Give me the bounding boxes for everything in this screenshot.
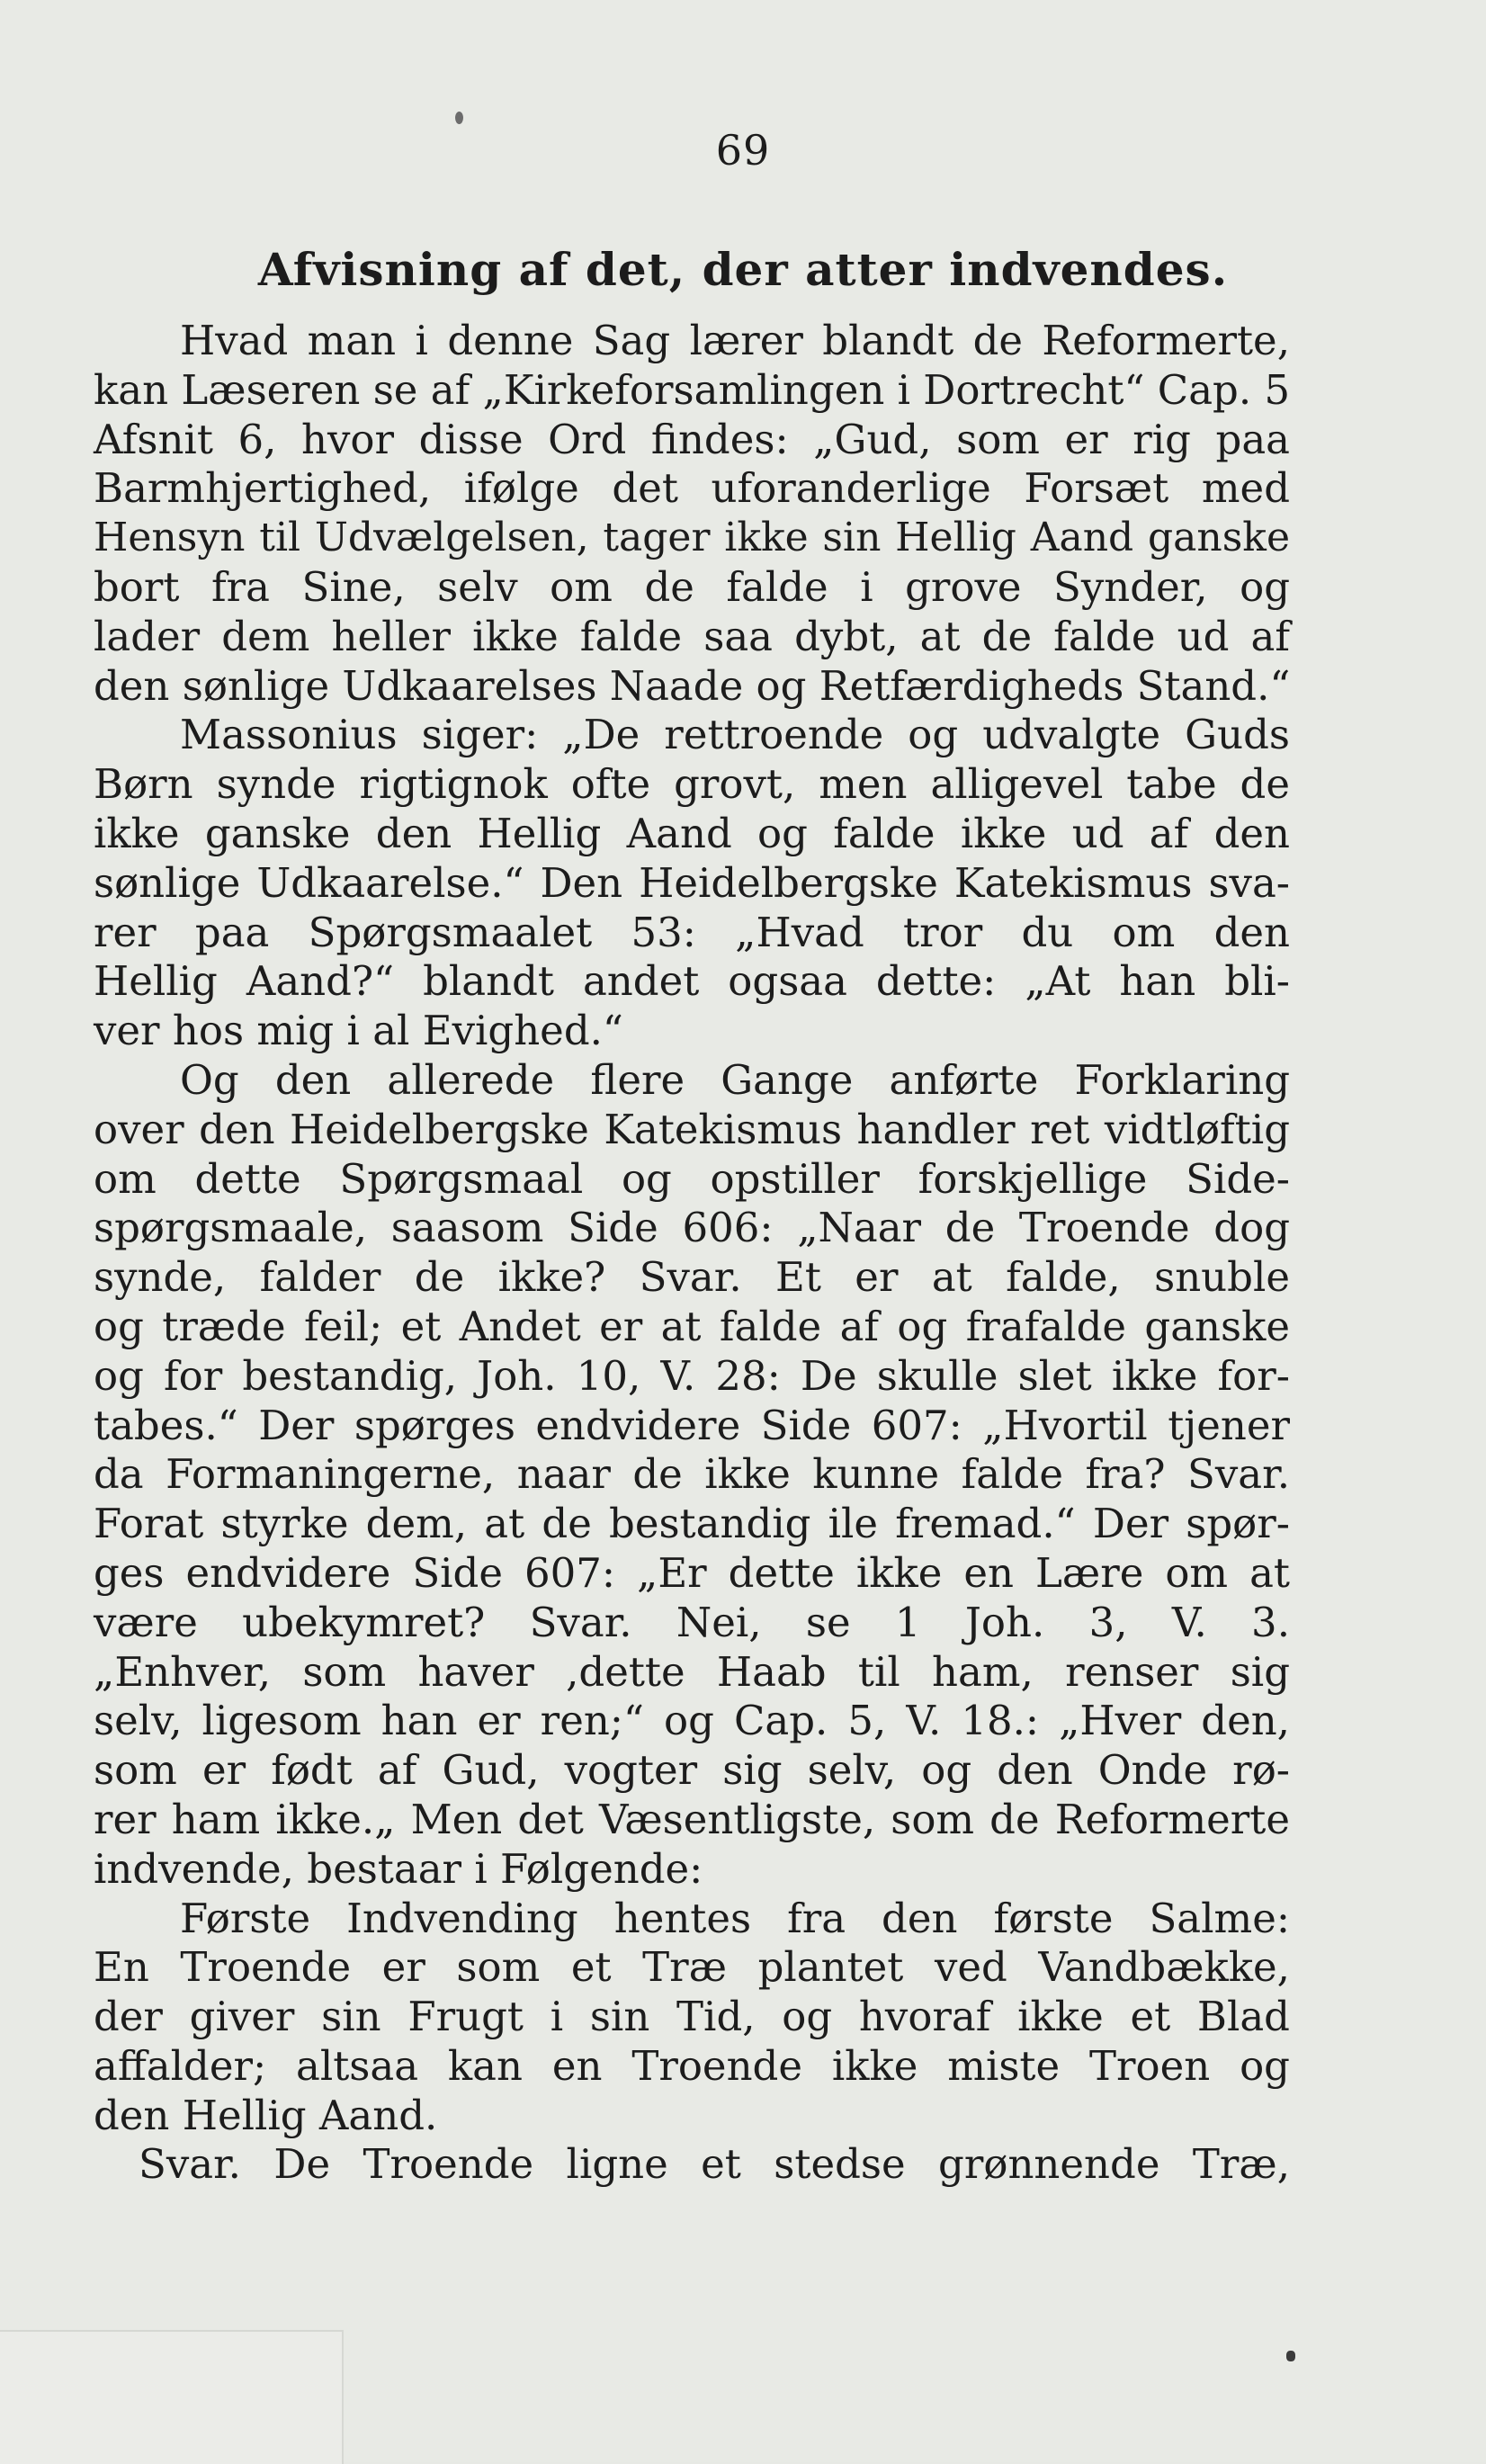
text-line: Forat styrke dem, at de bestandig ile fremad.“ Der spør- <box>94 1500 1290 1548</box>
ink-speck-top <box>455 112 463 124</box>
text-line: være ubekymret? Svar. Nei, se 1 Joh. 3, V. 3. <box>94 1598 1290 1646</box>
page-number: 69 <box>715 126 771 175</box>
text-line: En Troende er som et Træ plantet ved Vandbække, <box>94 1943 1290 1992</box>
text-line: over den Heidelbergske Katekismus handler ret vidtløftig <box>94 1105 1290 1153</box>
text-line: Børn synde rigtignok ofte grovt, men alligevel tabe de <box>94 760 1290 809</box>
text-line: ges endvidere Side 607: „Er dette ikke en Lære om at <box>94 1548 1290 1597</box>
text-line: og for bestandig, Joh. 10, V. 28: De skulle slet ikke for- <box>94 1351 1290 1400</box>
section-heading: Afvisning af det, der atter indvendes. <box>257 243 1229 296</box>
text-line: om dette Spørgsmaal og opstiller forskjellige Side- <box>94 1154 1290 1203</box>
text-line: bort fra Sine, selv om de falde i grove Synder, og <box>94 562 1290 611</box>
text-line: den sønlige Udkaarelses Naade og Retfærdigheds Stand.“ <box>94 661 1291 710</box>
body-text <box>94 317 1290 2190</box>
text-line: Hvad man i denne Sag lærer blandt de Reformerte, <box>180 317 1290 364</box>
text-line: rer ham ikke.„ Men det Væsentligste, som de Reformerte <box>94 1795 1290 1843</box>
text-line: Barmhjertighed, ifølge det uforanderlige Forsæt med <box>94 464 1290 513</box>
text-line: rer paa Spørgsmaalet 53: „Hvad tror du om den <box>94 908 1290 956</box>
text-line: spørgsmaale, saasom Side 606: „Naar de Troende dog <box>94 1204 1290 1252</box>
text-line: ikke ganske den Hellig Aand og falde ikke ud af den <box>94 809 1290 857</box>
text-line: Massonius siger: „De rettroende og udvalgte Guds <box>180 711 1290 759</box>
text-line: tabes.“ Der spørges endvidere Side 607: „Hvortil tjener <box>94 1401 1290 1449</box>
text-line: selv, ligesom han er ren;“ og Cap. 5, V. 18.: „Hver den, <box>94 1697 1290 1745</box>
text-line: „Enhver, som haver ,dette Haab til ham, renser sig <box>94 1647 1290 1696</box>
text-line: Hensyn til Udvælgelsen, tager ikke sin Hellig Aand ganske <box>94 515 1290 561</box>
text-line: den Hellig Aand. <box>94 2091 438 2139</box>
ink-speck-bottom <box>1286 2351 1295 2361</box>
text-line: indvende, bestaar i Følgende: <box>94 1844 703 1893</box>
text-line: da Formaningerne, naar de ikke kunne falde fra? Svar. <box>94 1450 1290 1499</box>
text-line: som er født af Gud, vogter sig selv, og den Onde rø- <box>94 1746 1290 1795</box>
text-line: lader dem heller ikke falde saa dybt, at de falde ud af <box>94 612 1290 660</box>
text-line: Svar. De Troende ligne et stedse grønnende Træ, <box>139 2140 1290 2189</box>
text-line: Og den allerede flere Gange anførte Forklaring <box>180 1055 1290 1104</box>
text-line: kan Læseren se af „Kirkeforsamlingen i Dortrecht“ Cap. 5 <box>94 365 1291 414</box>
text-line: Afsnit 6, hvor disse Ord findes: „Gud, som er rig paa <box>94 415 1290 463</box>
text-line: og træde feil; et Andet er at falde af og frafalde ganske <box>94 1302 1290 1350</box>
text-line: der giver sin Frugt i sin Tid, og hvoraf ikke et Blad <box>94 1993 1290 2041</box>
text-line: Første Indvending hentes fra den første Salme: <box>180 1894 1290 1942</box>
text-line: Hellig Aand?“ blandt andet ogsaa dette: „At han bli- <box>94 957 1290 1006</box>
text-line: affalder; altsaa kan en Troende ikke miste Troen og <box>94 2041 1290 2090</box>
text-line: sønlige Udkaarelse.“ Den Heidelbergske Katekismus sva- <box>94 858 1290 907</box>
text-line: synde, falder de ikke? Svar. Et er at falde, snuble <box>94 1253 1290 1302</box>
text-line: ver hos mig i al Evighed.“ <box>94 1007 623 1055</box>
scan-edge-shadow <box>0 2330 344 2464</box>
